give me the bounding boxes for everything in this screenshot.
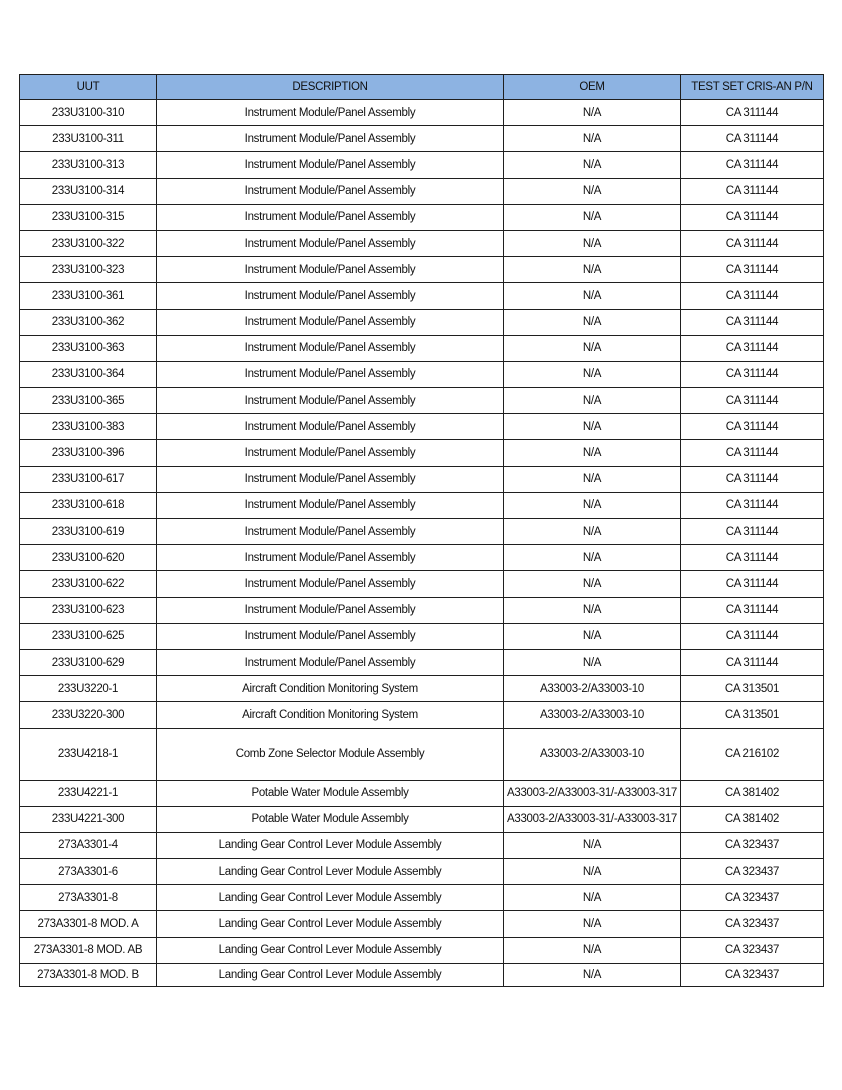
cell-test-set: CA 381402 [681,780,824,806]
cell-description: Landing Gear Control Lever Module Assembly [157,911,504,937]
cell-description: Instrument Module/Panel Assembly [157,623,504,649]
cell-uut: 233U3100-313 [20,152,157,178]
cell-test-set: CA 311144 [681,257,824,283]
table-row [20,832,824,858]
cell-uut: 233U4218-1 [20,728,157,780]
cell-oem: A33003-2/A33003-10 [504,728,681,780]
cell-uut: 233U3100-383 [20,414,157,440]
cell-test-set: CA 323437 [681,859,824,885]
cell-test-set: CA 311144 [681,545,824,571]
cell-description: Landing Gear Control Lever Module Assembly [157,885,504,911]
table-row [20,414,824,440]
table-row [20,963,824,986]
cell-oem: A33003-2/A33003-10 [504,702,681,728]
cell-uut: 233U3100-315 [20,204,157,230]
cell-description: Instrument Module/Panel Assembly [157,519,504,545]
cell-test-set: CA 311144 [681,623,824,649]
cell-test-set: CA 311144 [681,335,824,361]
cell-description: Instrument Module/Panel Assembly [157,545,504,571]
table-row [20,885,824,911]
cell-oem: N/A [504,466,681,492]
table-row [20,911,824,937]
cell-oem: N/A [504,623,681,649]
header-test-set: TEST SET CRIS-AN P/N [681,75,824,100]
cell-description: Instrument Module/Panel Assembly [157,492,504,518]
cell-oem: N/A [504,885,681,911]
cell-uut: 233U3100-364 [20,361,157,387]
cell-test-set: CA 311144 [681,152,824,178]
table-row [20,597,824,623]
cell-uut: 273A3301-6 [20,859,157,885]
cell-description: Comb Zone Selector Module Assembly [157,728,504,780]
table-row [20,623,824,649]
cell-description: Landing Gear Control Lever Module Assembly [157,963,504,986]
table-row [20,100,824,126]
cell-test-set: CA 311144 [681,361,824,387]
cell-oem: N/A [504,204,681,230]
table-header-row [20,75,824,100]
cell-test-set: CA 323437 [681,832,824,858]
cell-uut: 273A3301-4 [20,832,157,858]
cell-uut: 233U3100-361 [20,283,157,309]
table-row [20,937,824,963]
cell-test-set: CA 311144 [681,230,824,256]
table-body [20,100,824,987]
cell-description: Instrument Module/Panel Assembly [157,126,504,152]
cell-oem: N/A [504,257,681,283]
cell-oem: N/A [504,309,681,335]
cell-oem: N/A [504,545,681,571]
cell-oem: N/A [504,283,681,309]
table-row [20,361,824,387]
cell-uut: 233U3100-314 [20,178,157,204]
cell-oem: N/A [504,414,681,440]
cell-description: Instrument Module/Panel Assembly [157,283,504,309]
table-row [20,571,824,597]
header-uut: UUT [20,75,157,100]
cell-oem: N/A [504,963,681,986]
cell-oem: N/A [504,519,681,545]
table-row [20,178,824,204]
cell-description: Potable Water Module Assembly [157,806,504,832]
table-row [20,545,824,571]
table-row [20,126,824,152]
cell-uut: 233U3100-623 [20,597,157,623]
cell-uut: 233U3220-300 [20,702,157,728]
cell-test-set: CA 323437 [681,937,824,963]
cell-uut: 233U3100-363 [20,335,157,361]
cell-uut: 233U3100-618 [20,492,157,518]
cell-description: Instrument Module/Panel Assembly [157,257,504,283]
cell-oem: N/A [504,492,681,518]
cell-uut: 233U3100-617 [20,466,157,492]
cell-description: Instrument Module/Panel Assembly [157,361,504,387]
cell-description: Instrument Module/Panel Assembly [157,178,504,204]
table-row [20,283,824,309]
cell-oem: N/A [504,571,681,597]
table-row [20,309,824,335]
uut-test-set-table [19,74,824,987]
cell-oem: N/A [504,832,681,858]
cell-uut: 233U3100-396 [20,440,157,466]
cell-uut: 233U3220-1 [20,676,157,702]
cell-description: Instrument Module/Panel Assembly [157,388,504,414]
cell-test-set: CA 311144 [681,126,824,152]
cell-description: Instrument Module/Panel Assembly [157,152,504,178]
cell-uut: 233U3100-619 [20,519,157,545]
cell-test-set: CA 311144 [681,519,824,545]
cell-oem: N/A [504,361,681,387]
cell-test-set: CA 323437 [681,885,824,911]
cell-uut: 233U4221-1 [20,780,157,806]
cell-oem: N/A [504,126,681,152]
header-description: DESCRIPTION [157,75,504,100]
cell-test-set: CA 311144 [681,466,824,492]
cell-description: Instrument Module/Panel Assembly [157,309,504,335]
table-row [20,702,824,728]
cell-oem: N/A [504,937,681,963]
cell-test-set: CA 311144 [681,309,824,335]
cell-test-set: CA 311144 [681,597,824,623]
cell-test-set: CA 381402 [681,806,824,832]
cell-test-set: CA 323437 [681,911,824,937]
cell-description: Landing Gear Control Lever Module Assembly [157,937,504,963]
cell-description: Landing Gear Control Lever Module Assembly [157,859,504,885]
table-row [20,649,824,675]
cell-test-set: CA 311144 [681,283,824,309]
cell-uut: 233U3100-629 [20,649,157,675]
cell-uut: 273A3301-8 MOD. AB [20,937,157,963]
cell-test-set: CA 311144 [681,571,824,597]
cell-oem: N/A [504,335,681,361]
cell-oem: N/A [504,388,681,414]
cell-description: Instrument Module/Panel Assembly [157,597,504,623]
table-row [20,152,824,178]
table-row [20,440,824,466]
cell-description: Instrument Module/Panel Assembly [157,100,504,126]
cell-uut: 233U3100-622 [20,571,157,597]
cell-description: Landing Gear Control Lever Module Assembly [157,832,504,858]
cell-oem: N/A [504,859,681,885]
cell-uut: 233U3100-620 [20,545,157,571]
cell-description: Instrument Module/Panel Assembly [157,466,504,492]
table-row [20,388,824,414]
cell-uut: 233U3100-310 [20,100,157,126]
cell-uut: 233U4221-300 [20,806,157,832]
cell-description: Instrument Module/Panel Assembly [157,414,504,440]
cell-description: Aircraft Condition Monitoring System [157,676,504,702]
cell-test-set: CA 323437 [681,963,824,986]
header-oem: OEM [504,75,681,100]
cell-uut: 233U3100-625 [20,623,157,649]
cell-test-set: CA 313501 [681,676,824,702]
table-row [20,519,824,545]
cell-description: Instrument Module/Panel Assembly [157,335,504,361]
table-row [20,728,824,780]
cell-oem: N/A [504,440,681,466]
cell-test-set: CA 311144 [681,492,824,518]
table-row [20,204,824,230]
table-row [20,230,824,256]
cell-description: Instrument Module/Panel Assembly [157,571,504,597]
cell-test-set: CA 311144 [681,649,824,675]
table-row [20,859,824,885]
cell-description: Instrument Module/Panel Assembly [157,440,504,466]
cell-uut: 233U3100-322 [20,230,157,256]
table-row [20,780,824,806]
cell-uut: 273A3301-8 [20,885,157,911]
cell-oem: A33003-2/A33003-31/-A33003-317 [504,780,681,806]
cell-uut: 233U3100-323 [20,257,157,283]
cell-oem: N/A [504,152,681,178]
cell-description: Aircraft Condition Monitoring System [157,702,504,728]
cell-description: Instrument Module/Panel Assembly [157,649,504,675]
cell-oem: A33003-2/A33003-10 [504,676,681,702]
cell-oem: N/A [504,230,681,256]
cell-uut: 273A3301-8 MOD. A [20,911,157,937]
table-row [20,466,824,492]
cell-oem: N/A [504,911,681,937]
cell-oem: N/A [504,649,681,675]
cell-oem: N/A [504,100,681,126]
cell-test-set: CA 216102 [681,728,824,780]
cell-description: Potable Water Module Assembly [157,780,504,806]
cell-oem: N/A [504,597,681,623]
cell-description: Instrument Module/Panel Assembly [157,204,504,230]
cell-test-set: CA 311144 [681,204,824,230]
table-row [20,806,824,832]
cell-test-set: CA 311144 [681,388,824,414]
cell-oem: A33003-2/A33003-31/-A33003-317 [504,806,681,832]
table-row [20,257,824,283]
table-row [20,676,824,702]
table-row [20,492,824,518]
cell-test-set: CA 311144 [681,178,824,204]
cell-description: Instrument Module/Panel Assembly [157,230,504,256]
cell-test-set: CA 313501 [681,702,824,728]
table-row [20,335,824,361]
cell-oem: N/A [504,178,681,204]
cell-uut: 233U3100-311 [20,126,157,152]
cell-test-set: CA 311144 [681,440,824,466]
cell-uut: 273A3301-8 MOD. B [20,963,157,986]
cell-uut: 233U3100-362 [20,309,157,335]
cell-uut: 233U3100-365 [20,388,157,414]
cell-test-set: CA 311144 [681,414,824,440]
cell-test-set: CA 311144 [681,100,824,126]
